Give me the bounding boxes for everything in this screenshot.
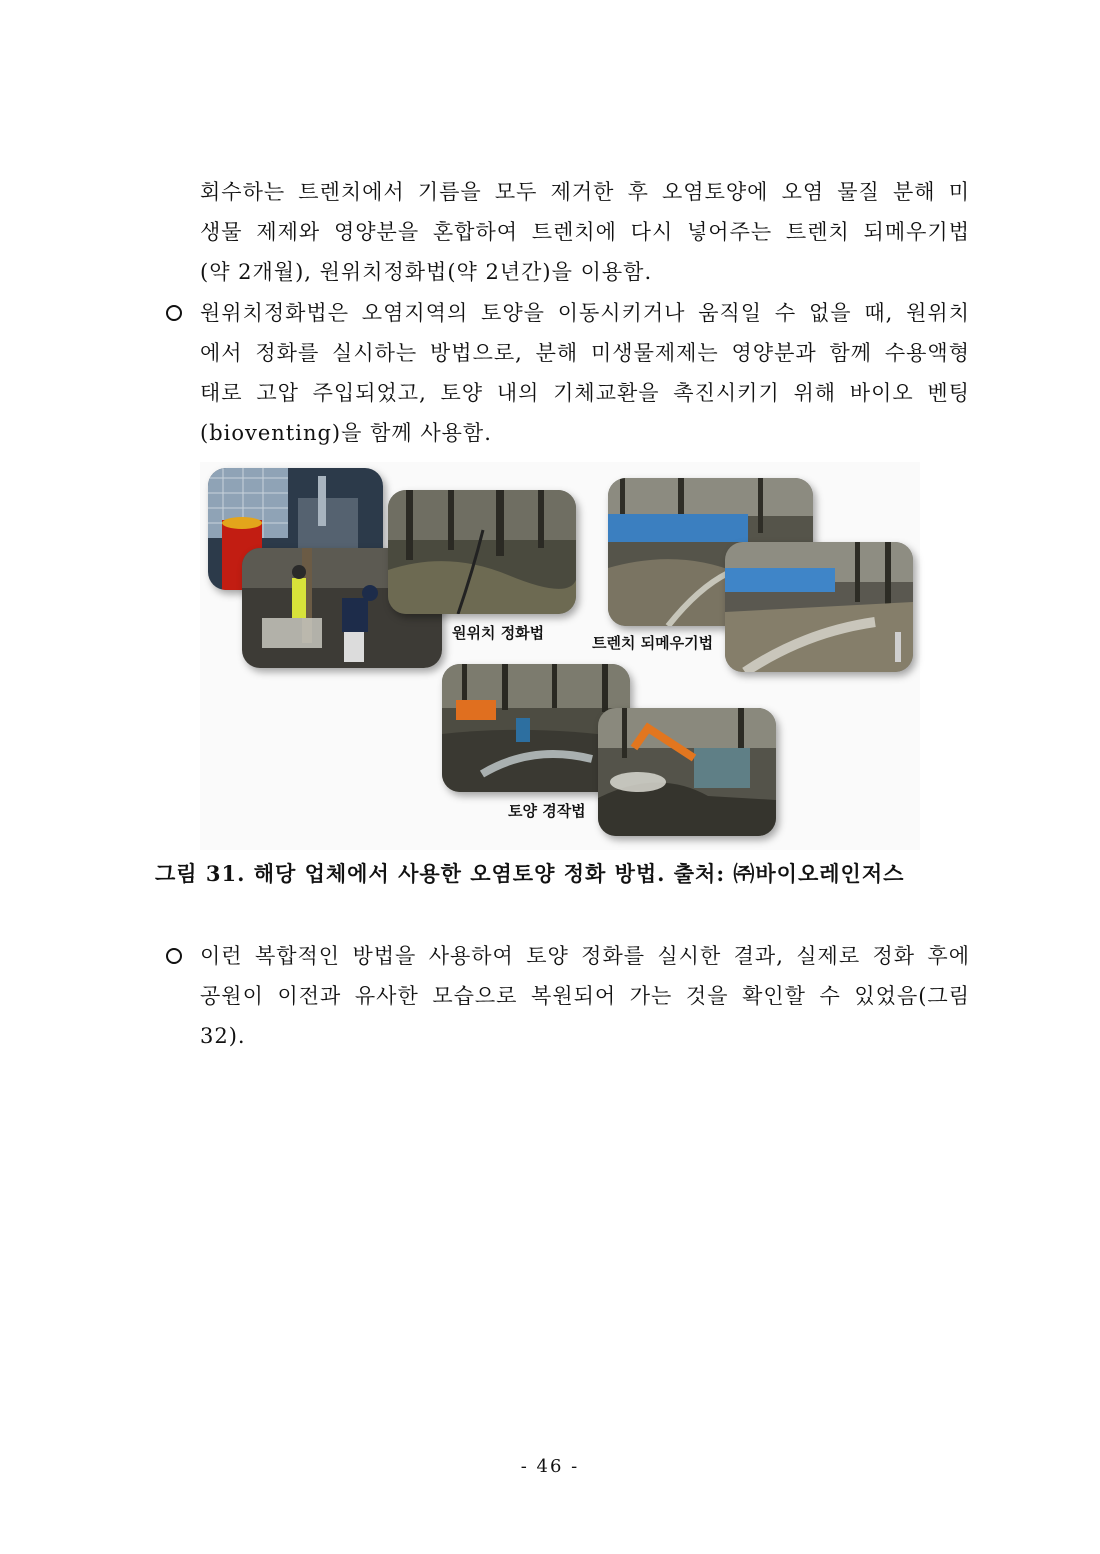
paragraph-3-line-3: 32). bbox=[200, 1024, 246, 1048]
paragraph-1-line-3: (약 2개월), 원위치정화법(약 2년간)을 이용함. bbox=[200, 260, 653, 284]
paragraph-2-line-2: 에서 정화를 실시하는 방법으로, 분해 미생물제제는 영양분과 함께 수용액형 bbox=[200, 341, 970, 365]
paragraph-2-bullet bbox=[166, 293, 190, 333]
label-in-situ: 원위치 정화법 bbox=[452, 624, 545, 642]
paragraph-2-line-1: 원위치정화법은 오염지역의 토양을 이동시키거나 움직일 수 없을 때, 원위치 bbox=[200, 301, 970, 325]
paragraph-1-line-2: 생물 제제와 영양분을 혼합하여 트렌치에 다시 넣어주는 트렌치 되메우기법 bbox=[200, 220, 970, 244]
photo-insitu-forest bbox=[388, 490, 576, 614]
page-number: - 46 - bbox=[520, 1456, 580, 1477]
paragraph-3-line-1: 이런 복합적인 방법을 사용하여 토양 정화를 실시한 결과, 실제로 정화 후에 bbox=[200, 944, 970, 968]
figure-31 bbox=[200, 462, 920, 850]
paragraph-2 bbox=[200, 293, 970, 453]
paragraph-2-line-4: (bioventing)을 함께 사용함. bbox=[200, 421, 492, 445]
bullet-circle-icon bbox=[166, 305, 182, 321]
paragraph-1-line-1: 회수하는 트렌치에서 기름을 모두 제거한 후 오염토양에 오염 물질 분해 미 bbox=[200, 180, 970, 204]
photo-tillage-excavator bbox=[598, 708, 776, 836]
label-trench: 트렌치 되메우기법 bbox=[592, 634, 714, 652]
paragraph-3 bbox=[200, 936, 970, 1056]
paragraph-3-line-2: 공원이 이전과 유사한 모습으로 복원되어 가는 것을 확인할 수 있었음(그림 bbox=[200, 984, 970, 1008]
bullet-circle-icon bbox=[166, 948, 182, 964]
paragraph-2-line-3: 태로 고압 주입되었고, 토양 내의 기체교환을 촉진시키기 위해 바이오 벤팅 bbox=[200, 381, 970, 405]
figure-caption: 그림 31. 해당 업체에서 사용한 오염토양 정화 방법. 출처: ㈜바이오레인저스 bbox=[155, 861, 905, 886]
paragraph-3-bullet bbox=[166, 936, 190, 976]
paragraph-1 bbox=[200, 172, 970, 292]
photo-trench-dig bbox=[725, 542, 913, 672]
label-tillage: 토양 경작법 bbox=[508, 802, 586, 820]
